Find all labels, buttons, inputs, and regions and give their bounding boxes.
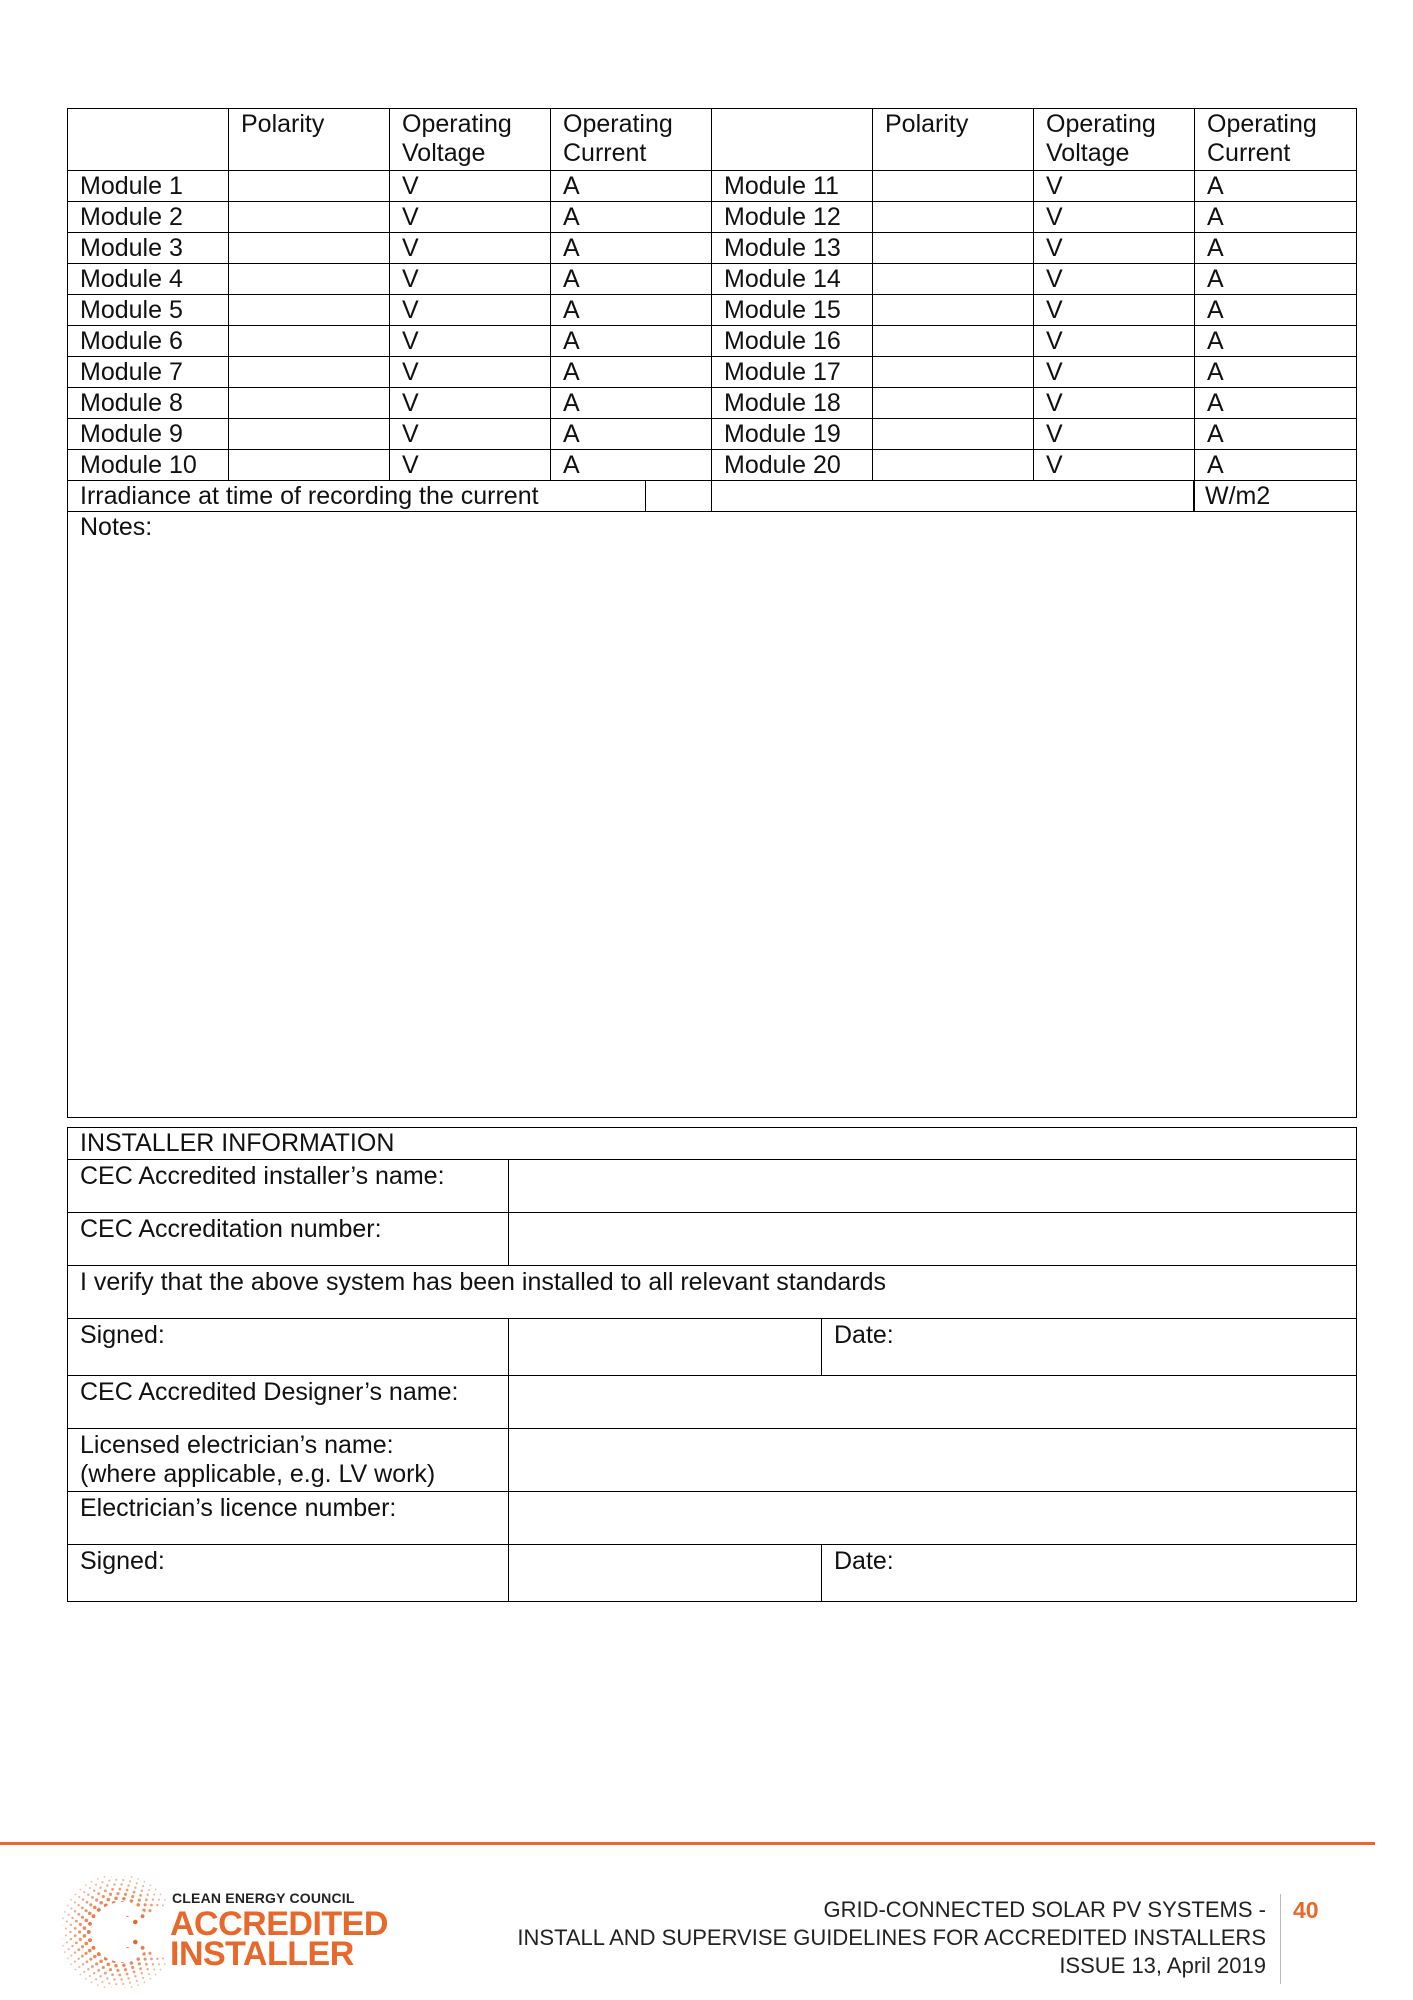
installer-heading-row (68, 1128, 1357, 1160)
header-operating-voltage: Operating Voltage (1034, 109, 1195, 171)
voltage-field[interactable]: V (1034, 357, 1195, 388)
polarity-field[interactable] (873, 419, 1034, 450)
current-field[interactable]: A (551, 264, 712, 295)
current-field[interactable]: A (551, 295, 712, 326)
polarity-field[interactable] (873, 295, 1034, 326)
voltage-field[interactable]: V (390, 202, 551, 233)
polarity-field[interactable] (229, 326, 390, 357)
polarity-field[interactable] (229, 450, 390, 481)
logo-installer-text: INSTALLER (170, 1935, 354, 1973)
module-label-right: Module 16 (712, 326, 873, 357)
accreditation-number-field[interactable] (509, 1213, 1357, 1266)
polarity-field[interactable] (229, 233, 390, 264)
header-cell-blank (712, 109, 873, 171)
designer-name-label: CEC Accredited Designer’s name: (68, 1376, 509, 1429)
sunburst-c-icon (62, 1876, 174, 1988)
table-row (68, 295, 1357, 326)
table-row (68, 357, 1357, 388)
module-label-right: Module 18 (712, 388, 873, 419)
polarity-field[interactable] (873, 326, 1034, 357)
module-label-right: Module 15 (712, 295, 873, 326)
current-field[interactable]: A (1195, 450, 1357, 481)
installer-date-label: Date: (834, 1321, 894, 1349)
module-label-left: Module 3 (68, 233, 229, 264)
current-field[interactable]: A (551, 388, 712, 419)
irradiance-unit: W/m2 (1195, 481, 1357, 512)
electrician-name-note: (where applicable, e.g. LV work) (80, 1460, 436, 1488)
voltage-field[interactable]: V (390, 450, 551, 481)
module-label-left: Module 5 (68, 295, 229, 326)
current-field[interactable]: A (551, 171, 712, 202)
voltage-field[interactable]: V (390, 295, 551, 326)
polarity-field[interactable] (873, 171, 1034, 202)
polarity-field[interactable] (229, 357, 390, 388)
voltage-field[interactable]: V (1034, 264, 1195, 295)
electrician-licence-row (68, 1492, 1357, 1545)
installer-signature-field[interactable] (509, 1319, 822, 1376)
module-label-left: Module 1 (68, 171, 229, 202)
polarity-field[interactable] (229, 295, 390, 326)
notes-row (68, 512, 1357, 1118)
voltage-field[interactable]: V (1034, 233, 1195, 264)
logo-council-text: CLEAN ENERGY COUNCIL (172, 1890, 355, 1906)
notes-label: Notes: (80, 513, 153, 541)
header-polarity: Polarity (229, 109, 390, 171)
module-label-right: Module 20 (712, 450, 873, 481)
voltage-field[interactable]: V (390, 171, 551, 202)
module-label-left: Module 10 (68, 450, 229, 481)
installer-heading: INSTALLER INFORMATION (68, 1128, 1357, 1160)
table-row (68, 419, 1357, 450)
voltage-field[interactable]: V (390, 326, 551, 357)
polarity-field[interactable] (229, 388, 390, 419)
polarity-field[interactable] (229, 419, 390, 450)
page-number: 40 (1293, 1897, 1319, 1923)
voltage-field[interactable]: V (1034, 419, 1195, 450)
module-label-left: Module 9 (68, 419, 229, 450)
module-test-table (67, 108, 1357, 1118)
accreditation-number-label: CEC Accreditation number: (68, 1213, 509, 1266)
voltage-field[interactable]: V (1034, 202, 1195, 233)
electrician-signature-field[interactable] (509, 1545, 822, 1602)
designer-name-field[interactable] (509, 1376, 1357, 1429)
verify-row (68, 1266, 1357, 1319)
irradiance-field-1[interactable] (646, 481, 711, 511)
module-label-left: Module 6 (68, 326, 229, 357)
module-label-left: Module 2 (68, 202, 229, 233)
current-field[interactable]: A (551, 357, 712, 388)
verify-statement: I verify that the above system has been installed to all relevant standards (68, 1266, 1357, 1319)
current-field[interactable]: A (1195, 419, 1357, 450)
irradiance-label-text: Irradiance at time of recording the current (80, 481, 646, 511)
current-field[interactable]: A (1195, 264, 1357, 295)
polarity-field[interactable] (229, 171, 390, 202)
polarity-field[interactable] (873, 233, 1034, 264)
irradiance-value-field[interactable] (712, 481, 1194, 511)
current-field[interactable]: A (1195, 357, 1357, 388)
current-field[interactable]: A (551, 419, 712, 450)
footer-title-line-1: GRID-CONNECTED SOLAR PV SYSTEMS - (823, 1897, 1266, 1922)
notes-field[interactable] (68, 512, 1357, 1118)
electrician-signed-label: Signed: (68, 1545, 509, 1602)
polarity-field[interactable] (229, 202, 390, 233)
table-row (68, 450, 1357, 481)
table-row (68, 388, 1357, 419)
electrician-signed-row (68, 1545, 1357, 1602)
table-header-row (68, 109, 1357, 171)
polarity-field[interactable] (229, 264, 390, 295)
electrician-name-row (68, 1429, 1357, 1492)
installer-signed-label: Signed: (68, 1319, 509, 1376)
current-field[interactable]: A (1195, 202, 1357, 233)
table-row (68, 264, 1357, 295)
electrician-name-label: Licensed electrician’s name: (80, 1431, 394, 1459)
voltage-field[interactable]: V (1034, 388, 1195, 419)
irradiance-row (68, 481, 1357, 512)
irradiance-label (68, 481, 712, 512)
installer-name-label: CEC Accredited installer’s name: (68, 1160, 509, 1213)
voltage-field[interactable]: V (1034, 171, 1195, 202)
module-label-left: Module 7 (68, 357, 229, 388)
current-field[interactable]: A (551, 326, 712, 357)
designer-name-row (68, 1376, 1357, 1429)
footer-issue-line: ISSUE 13, April 2019 (1059, 1953, 1266, 1978)
module-label-left: Module 4 (68, 264, 229, 295)
voltage-field[interactable]: V (390, 233, 551, 264)
current-field[interactable]: A (551, 202, 712, 233)
irradiance-field-2[interactable] (712, 481, 1195, 512)
voltage-field[interactable]: V (390, 419, 551, 450)
installer-date-field[interactable] (822, 1319, 1357, 1376)
module-label-right: Module 13 (712, 233, 873, 264)
electrician-date-label: Date: (834, 1547, 894, 1575)
installer-information-table (67, 1127, 1357, 1602)
polarity-field[interactable] (873, 357, 1034, 388)
polarity-field[interactable] (873, 202, 1034, 233)
voltage-field[interactable]: V (1034, 326, 1195, 357)
electrician-licence-field[interactable] (509, 1492, 1357, 1545)
module-label-right: Module 19 (712, 419, 873, 450)
table-row (68, 202, 1357, 233)
current-field[interactable]: A (1195, 388, 1357, 419)
footer-vertical-divider (1280, 1894, 1281, 1984)
header-operating-current: Operating Current (1195, 109, 1357, 171)
current-field[interactable]: A (1195, 171, 1357, 202)
polarity-field[interactable] (873, 450, 1034, 481)
current-field[interactable]: A (551, 233, 712, 264)
installer-name-row (68, 1160, 1357, 1213)
module-label-left: Module 8 (68, 388, 229, 419)
voltage-field[interactable]: V (390, 264, 551, 295)
current-field[interactable]: A (1195, 295, 1357, 326)
cec-accredited-installer-logo (62, 1876, 402, 1991)
footer-title-line-2: INSTALL AND SUPERVISE GUIDELINES FOR ACCREDITED INSTALLERS (517, 1925, 1266, 1950)
module-label-right: Module 12 (712, 202, 873, 233)
polarity-field[interactable] (873, 264, 1034, 295)
table-row (68, 326, 1357, 357)
header-cell-blank (68, 109, 229, 171)
header-operating-current: Operating Current (551, 109, 712, 171)
module-label-right: Module 11 (712, 171, 873, 202)
polarity-field[interactable] (873, 388, 1034, 419)
electrician-name-label-cell (68, 1429, 509, 1492)
electrician-licence-label: Electrician’s licence number: (68, 1492, 509, 1545)
current-field[interactable]: A (551, 450, 712, 481)
logo-accredited-text: ACCREDITED (170, 1905, 388, 1943)
installer-signed-row (68, 1319, 1357, 1376)
electrician-date-field[interactable] (822, 1545, 1357, 1602)
voltage-field[interactable]: V (1034, 450, 1195, 481)
table-row (68, 233, 1357, 264)
module-label-right: Module 17 (712, 357, 873, 388)
voltage-field[interactable]: V (390, 357, 551, 388)
header-polarity: Polarity (873, 109, 1034, 171)
voltage-field[interactable]: V (1034, 295, 1195, 326)
current-field[interactable]: A (1195, 326, 1357, 357)
table-row (68, 171, 1357, 202)
voltage-field[interactable]: V (390, 388, 551, 419)
module-label-right: Module 14 (712, 264, 873, 295)
footer-divider-line (0, 1842, 1375, 1845)
footer-title-block (517, 1896, 1266, 1980)
electrician-name-field[interactable] (509, 1429, 1357, 1492)
accreditation-number-row (68, 1213, 1357, 1266)
current-field[interactable]: A (1195, 233, 1357, 264)
header-operating-voltage: Operating Voltage (390, 109, 551, 171)
installer-name-field[interactable] (509, 1160, 1357, 1213)
